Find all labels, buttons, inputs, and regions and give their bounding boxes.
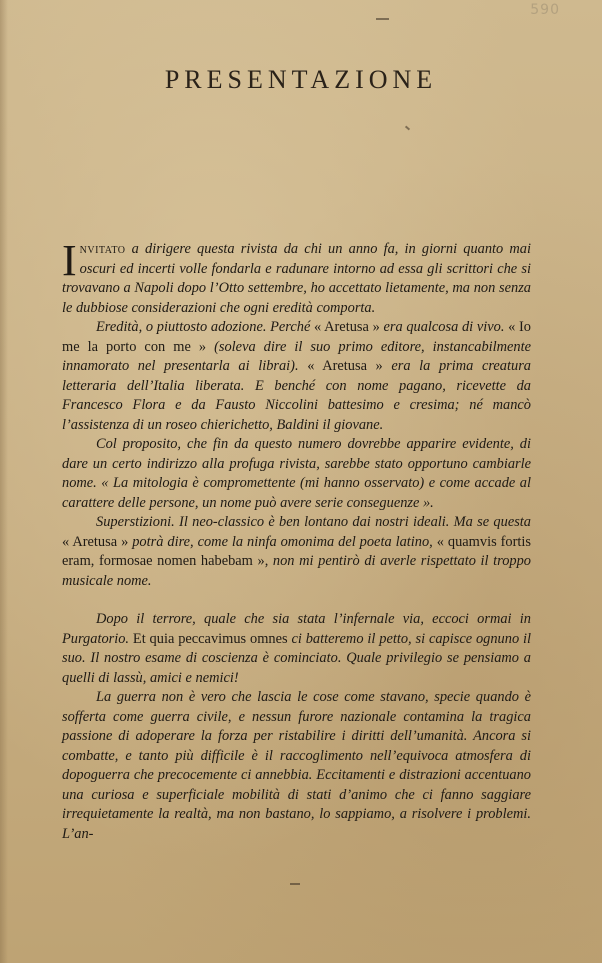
paragraph-text: La guerra non è vero che lascia le cose come stavano, specie quando è sofferta come guerra civile, e nessun furore nazionale contamina la tragica passione di adoperare la forza per ristabilire i diritti dell’umanità. Ancora si combatte, e tanto più difficile è il raccoglimento nell’equivoca atmosfera di dopoguerra che precocemente ci annebbia. Eccitamenti e distrazioni accentuano una curiosa e superficiale mobilità di stati d’animo che ci fanno saggiare irrequietamente la realtà, ma non bastano, lo sappiamo, a risolvere i problemi. L’an-: [62, 689, 531, 842]
ink-mark: [290, 883, 300, 885]
paragraph-text: Dopo il terrore, quale che sia stata l’infernale via, eccoci ormai in Purgatorio.: [62, 611, 531, 647]
paragraph-text: potrà dire, come la ninfa omonima del poeta latino,: [128, 533, 437, 550]
paragraph-text: non mi pentirò di averle rispettato il troppo musicale nome.: [62, 553, 531, 589]
paragraph-text: Eredità, o piuttosto adozione. Perché: [96, 319, 315, 335]
paragraph-text: era qualcosa di vivo.: [379, 319, 509, 335]
page-title: PRESENTAZIONE: [164, 65, 438, 95]
quote-aretusa: « Aretusa »: [314, 319, 380, 335]
paragraph-text: Superstizioni. Il neo-classico è ben lontano dai nostri ideali. Ma se questa: [96, 514, 531, 530]
paragraph-5: [62, 610, 531, 688]
quote-aretusa: « Aretusa »: [307, 358, 383, 374]
paragraph-text: (soleva dire il suo primo editore, instancabilmente innamorato nel presentarla ai librai).: [62, 338, 531, 374]
paragraph-1: [62, 236, 531, 318]
page-number: 590: [530, 2, 560, 18]
paragraph-text: ci batteremo il petto, si capisce ognuno il suo. Il nostro esame di coscienza è cominciato. Quale privilegio se pensiamo a quelli di lassù, amici e nemici!: [62, 630, 532, 686]
ink-mark: [405, 126, 410, 131]
quote-aretusa: « Aretusa »: [62, 533, 129, 550]
paragraph-3: [62, 435, 531, 513]
ink-mark: [376, 18, 389, 20]
paragraph-6: [62, 688, 531, 844]
latin-quote: Et quia peccavimus omnes: [132, 630, 288, 647]
latin-quote: « quamvis fortis eram, formosae nomen habebam »,: [62, 533, 532, 569]
paragraph-4: [62, 513, 531, 591]
quote-text: « Io me la porto con me »: [62, 319, 531, 355]
paragraph-text: a dirigere questa rivista da chi un anno fa, in giorni quanto mai oscuri ed incerti volle fondarla e radunare intorno ad essa gli scrittori che si trovavano a Napoli dopo l’Otto settembre, ho accettato lietamente, ma non senza le dubbiose considerazioni che ogni eredità comporta.: [62, 241, 531, 316]
page-edge-shadow: [0, 0, 8, 963]
paragraph-text: Col proposito, che fin da questo numero dovrebbe apparire evidente, di dare un certo indirizzo alla profuga rivista, sarebbe stato opportuno cambiarle nome.: [62, 436, 531, 491]
lead-word: nvitato: [79, 241, 126, 257]
paragraph-2: [62, 318, 531, 435]
drop-cap: I: [62, 236, 77, 285]
paragraph-text: era la prima creatura letteraria dell’Italia liberata. E benché con nome pagano, ricevette da Francesco Flora e da Fausto Niccolini battesimo e cresima; né mancò l’assistenza di un roseo chierichetto, Baldini il giovane.: [62, 358, 531, 433]
section-break: [62, 591, 531, 610]
article-body: [62, 236, 532, 844]
quote-text: « La mitologia è compromettente (mi hanno osservato) e come accade al carattere delle persone, un nome può avere serie conseguenze ».: [62, 475, 531, 511]
